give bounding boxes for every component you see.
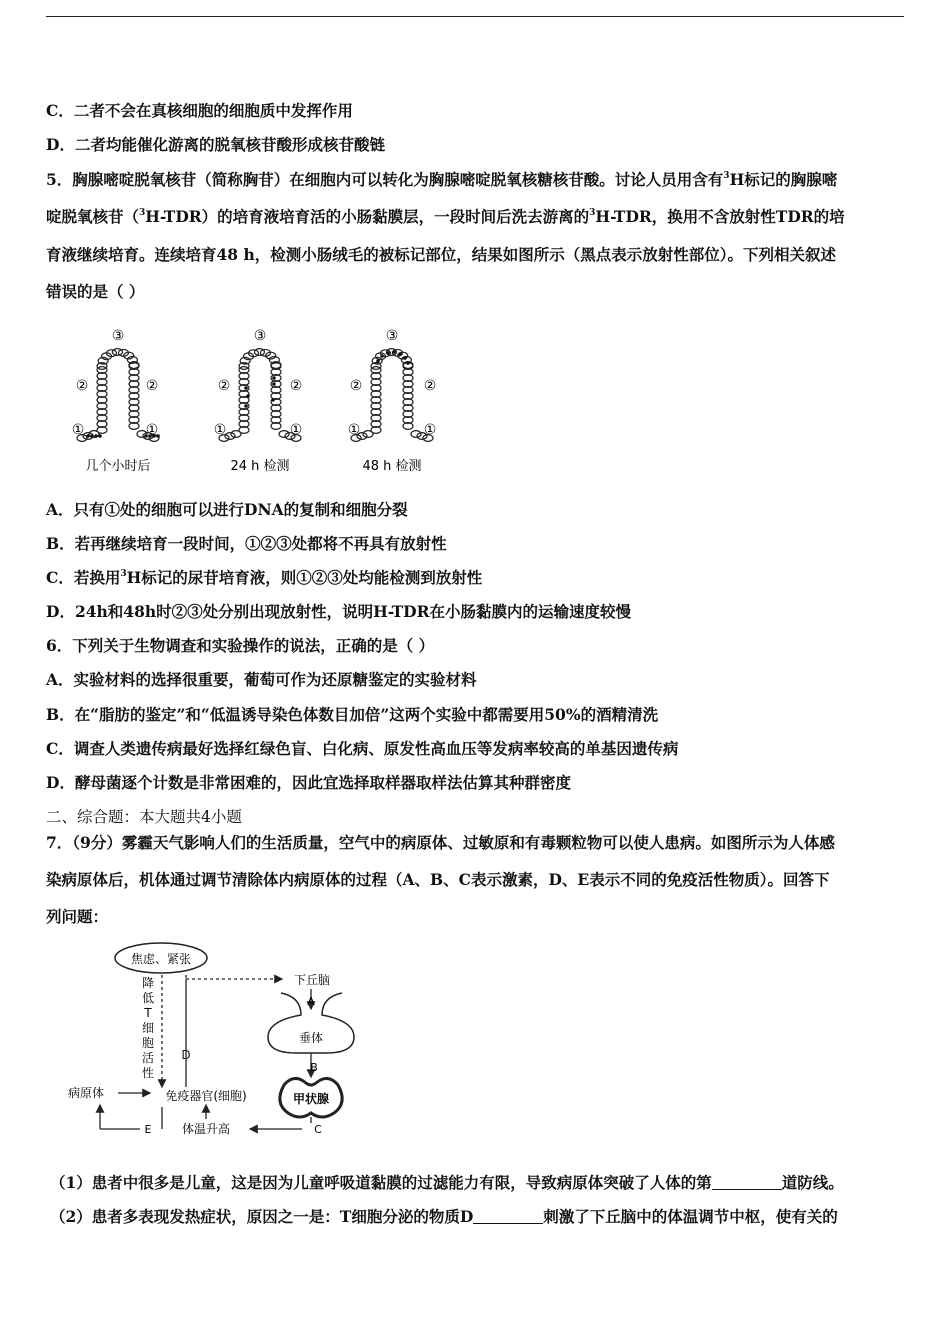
- villus-caption-1: 几个小时后: [85, 459, 151, 474]
- answer-blank-2[interactable]: [473, 1209, 543, 1224]
- thyroid-label: 甲状腺: [292, 1092, 330, 1106]
- svg-text:胞: 胞: [141, 1036, 155, 1050]
- q7-sub-question-2: （2）患者多表现发热症状，原因之一是：T细胞分泌的物质D 刺激了下丘脑中的体温调节中枢，使有关的: [50, 1207, 838, 1226]
- q5-stem-line2: 啶脱氧核苷（$^3$H-TDR）的培育液培育活的小肠黏膜层，一段时间后洗去游离的$^3$H-TDR，换用不含放射性TDR的培: [46, 207, 845, 226]
- q6-option-a: A．实验材料的选择很重要，葡萄可作为还原糖鉴定的实验材料: [46, 670, 477, 689]
- body-temp-label: 体温升高: [181, 1122, 231, 1136]
- svg-text:活: 活: [141, 1051, 155, 1065]
- q6-option-c: C．调查人类遗传病最好选择红绿色盲、白化病、原发性高血压等发病率较高的单基因遗传病: [46, 739, 679, 758]
- q5-stem-line3: 育液继续培育。连续培育48 h，检测小肠绒毛的被标记部位，结果如图所示（黑点表示放射性部位）。下列相关叙述: [46, 245, 836, 264]
- villus2-mark-3: ③: [253, 328, 267, 344]
- pathogen-label: 病原体: [67, 1086, 105, 1100]
- villus1-mark-3: ③: [111, 328, 125, 344]
- q5-stem-line4: 错误的是（ ）: [46, 282, 145, 301]
- svg-text:T: T: [144, 1006, 152, 1020]
- q6-option-d: D．酵母菌逐个计数是非常困难的，因此宜选择取样器取样法估算其种群密度: [46, 773, 571, 792]
- q4-option-c: C．二者不会在真核细胞的细胞质中发挥作用: [46, 101, 353, 120]
- anxiety-label: 焦虑、紧张: [130, 952, 192, 966]
- villus-caption-3: 48 h 检测: [362, 459, 422, 474]
- q4-option-d: D．二者均能催化游离的脱氧核苷酸形成核苷酸链: [46, 135, 385, 154]
- substance-e-label: E: [144, 1123, 152, 1136]
- q6-stem: 6．下列关于生物调查和实验操作的说法，正确的是（ ）: [46, 636, 435, 655]
- answer-blank-1[interactable]: [712, 1175, 782, 1190]
- q5-option-b: B．若再继续培育一段时间，①②③处都将不再具有放射性: [46, 534, 447, 553]
- q5-option-a: A．只有①处的细胞可以进行DNA的复制和细胞分裂: [46, 500, 408, 519]
- section-2-heading: 二、综合题：本大题共4小题: [46, 808, 242, 826]
- q5-stem-line1: 5．胸腺嘧啶脱氧核苷（简称胸苷）在细胞内可以转化为胸腺嘧啶脱氧核糖核苷酸。讨论人员用含有$^3$H标记的胸腺嘧: [46, 170, 838, 189]
- villus1-mark-1-right: ①: [145, 422, 159, 438]
- hormone-a-label: A: [307, 995, 315, 1008]
- hormone-b-label: B: [310, 1061, 318, 1074]
- villus-caption-2: 24 h 检测: [230, 459, 290, 474]
- q5-option-c: C．若换用$^3$H标记的尿苷培育液，则①②③处均能检测到放射性: [46, 568, 483, 587]
- villus3-mark-2-left: ②: [349, 378, 363, 394]
- villus-2: [219, 349, 301, 442]
- substance-d-label: D: [181, 1048, 191, 1062]
- svg-text:低: 低: [141, 991, 155, 1005]
- villus2-mark-2-right: ②: [289, 378, 303, 394]
- villus2-mark-2-left: ②: [217, 378, 231, 394]
- immune-organ-label: 免疫器官(细胞): [165, 1089, 247, 1103]
- q7-stem-line2: 染病原体后，机体通过调节清除体内病原体的过程（A、B、C表示激素，D、E表示不同的免疫活性物质）。回答下: [46, 870, 830, 889]
- villus1-mark-2-right: ②: [145, 378, 159, 394]
- lower-t-activity-label: [142, 976, 154, 1080]
- q7-stem-line1: 7．（9分）雾霾天气影响人们的生活质量，空气中的病原体、过敏原和有毒颗粒物可以使人患病。如图所示为人体感: [46, 833, 835, 852]
- villus3-mark-3: ③: [385, 328, 399, 344]
- svg-text:性: 性: [141, 1066, 155, 1080]
- q7-sub-question-1: （1）患者中很多是儿童，这是因为儿童呼吸道黏膜的过滤能力有限，导致病原体突破了人体的第 道防线。: [50, 1173, 844, 1192]
- villus1-mark-2-left: ②: [75, 378, 89, 394]
- villi-figure: [60, 318, 460, 480]
- villus3-mark-1-right: ①: [423, 422, 437, 438]
- q7-stem-line3: 列问题：: [46, 907, 109, 926]
- svg-text:降: 降: [141, 976, 155, 990]
- hypothalamus-label: 下丘脑: [293, 973, 331, 987]
- villus2-mark-1-right: ①: [289, 422, 303, 438]
- header-rule: [46, 16, 904, 17]
- villus3-mark-1-left: ①: [347, 422, 361, 438]
- villus-3: [351, 349, 433, 442]
- villus1-mark-1-left: ①: [71, 422, 85, 438]
- villus3-mark-2-right: ②: [423, 378, 437, 394]
- villus2-mark-1-left: ①: [213, 422, 227, 438]
- regulation-diagram: [56, 935, 386, 1145]
- svg-text:细: 细: [141, 1021, 155, 1035]
- hormone-c-label: C: [314, 1123, 322, 1136]
- pituitary-label: 垂体: [298, 1031, 324, 1045]
- q6-option-b: B．在“脂肪的鉴定”和“低温诱导染色体数目加倍”这两个实验中都需要用50%的酒精清洗: [46, 705, 659, 724]
- q5-option-d: D．24h和48h时②③处分别出现放射性，说明H-TDR在小肠黏膜内的运输速度较慢: [46, 602, 631, 621]
